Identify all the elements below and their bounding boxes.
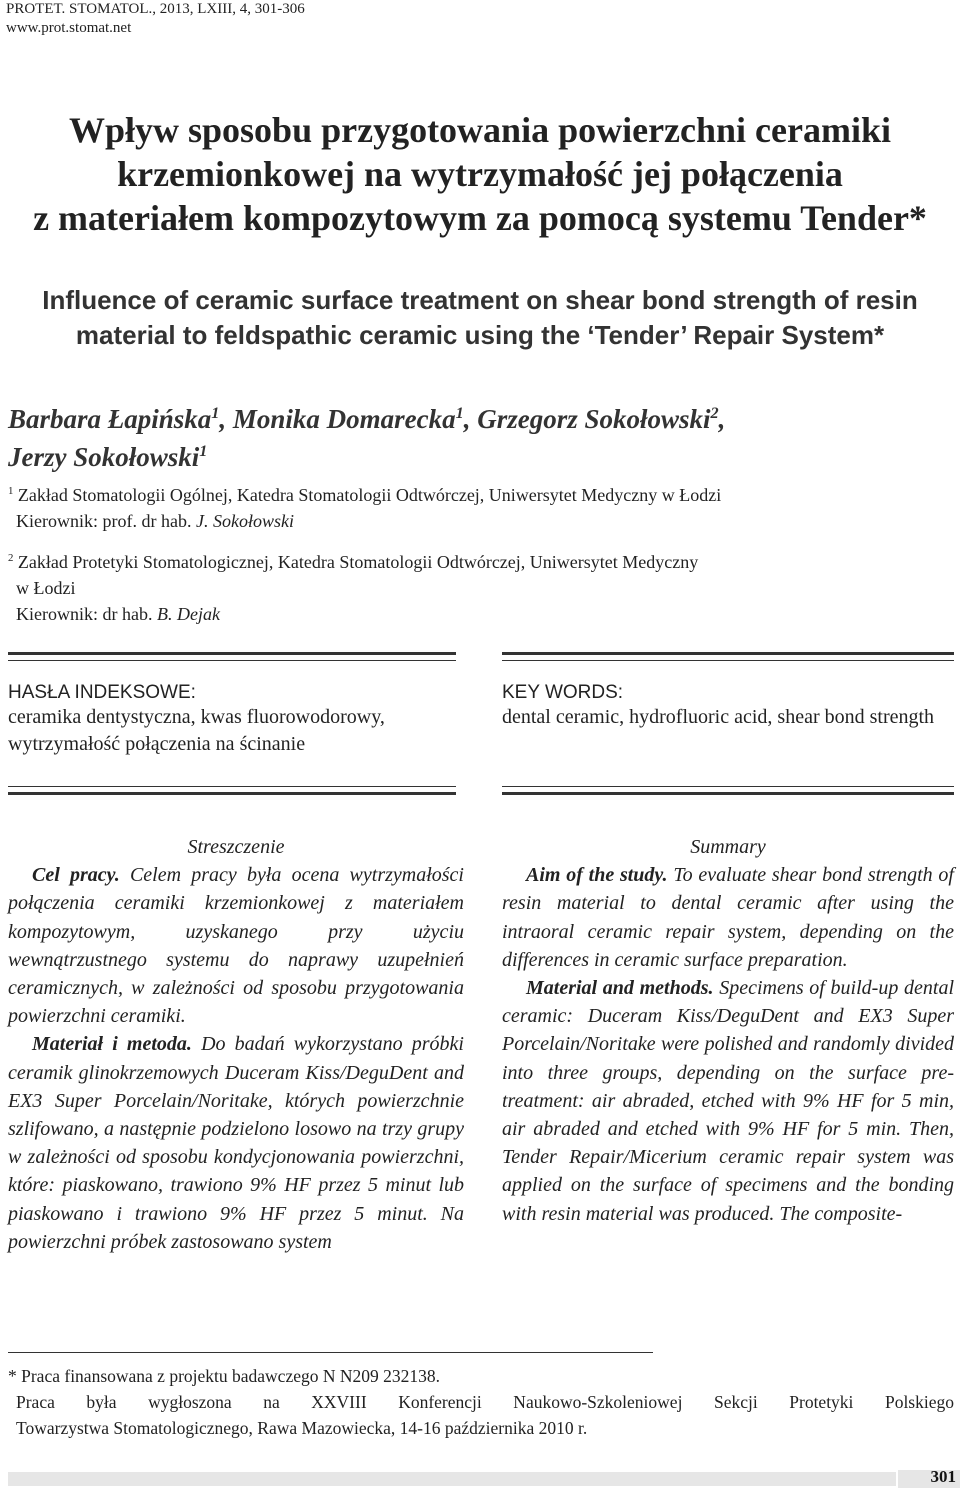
abstract-polish xyxy=(8,833,464,1256)
journal-citation: PROTET. STOMATOL., 2013, LXIII, 4, 301-306 xyxy=(6,1,305,17)
title-english xyxy=(0,283,960,353)
affiliation-2 xyxy=(8,549,948,627)
divider xyxy=(8,660,456,661)
affiliation-head-label: Kierownik: dr hab. xyxy=(16,604,153,624)
author-name: Grzegorz Sokołowski xyxy=(477,404,711,434)
divider xyxy=(502,786,954,787)
affiliation-number: 1 xyxy=(8,485,14,497)
keywords-heading: KEY WORDS: xyxy=(502,682,624,703)
journal-header xyxy=(6,0,305,38)
title-polish-line: z materiałem kompozytowym za pomocą systemu Tender* xyxy=(33,198,927,238)
affiliation-text: Zakład Protetyki Stomatologicznej, Katedra Stomatologii Odtwórczej, Uniwersytet Medyczny xyxy=(17,552,699,572)
footnote-funding: * Praca finansowana z projektu badawczego N N209 232138. xyxy=(8,1366,441,1386)
keywords-text: dental ceramic, hydrofluoric acid, shear bond strength xyxy=(502,706,935,728)
divider xyxy=(502,792,954,795)
title-english-line: Influence of ceramic surface treatment on shear bond strength of resin xyxy=(42,285,918,315)
title-polish xyxy=(0,108,960,240)
author-affiliation-mark: 1 xyxy=(199,442,208,460)
authors: Barbara Łapińska$^1$, Monika Domarecka$^1$, Grzegorz Sokołowski$^2$, Jerzy Sokołowski$^1$ xyxy=(8,404,726,472)
abstract-methods-label: Material and methods. xyxy=(526,977,714,1000)
divider xyxy=(8,786,456,787)
affiliation-number: 2 xyxy=(8,552,14,564)
journal-url[interactable]: www.prot.stomat.net xyxy=(6,20,132,36)
author-affiliation-mark: 2 xyxy=(710,404,719,422)
keywords-english xyxy=(502,682,954,731)
affiliation-1 xyxy=(8,482,948,534)
divider xyxy=(502,660,954,661)
abstract-methods-text: Specimens of build-up dental ceramic: Duceram Kiss/DeguDent and EX3 Super Porcelain/Noritake were polished and randomly divided into three groups, depending on the surface pre-treatment: air abraded, etched with 9% HF for 5 min, air abraded and etched with 9% HF for 5 min. Then, Tender Repair/Micerium ceramic repair system was applied on the surface of specimens and the bonding with resin material was produced. The composite- xyxy=(502,977,954,1225)
affiliation-text: Zakład Stomatologii Ogólnej, Katedra Stomatologii Odtwórczej, Uniwersytet Medyczny w Łodzi xyxy=(17,485,722,505)
title-english-line: material to feldspathic ceramic using the ‘Tender’ Repair System* xyxy=(75,320,885,350)
abstract-aim-label: Aim of the study. xyxy=(526,864,668,887)
author-name: Monika Domarecka xyxy=(232,404,456,434)
affiliation-text: w Łodzi xyxy=(16,578,76,598)
abstract-english xyxy=(502,833,954,1228)
abstract-aim-text: Celem pracy była ocena wytrzymałości połączenia ceramiki krzemionkowej z materiałem kompozytowym, uzyskanego przy użyciu wewnątrzustnego systemu do naprawy uzupełnień ceramicznych, w zależności od sposobu przygotowania powierzchni ceramiki. xyxy=(8,864,464,1028)
affiliation-head-label: Kierownik: prof. dr hab. xyxy=(16,511,192,531)
page-bar xyxy=(8,1472,896,1486)
footnote-divider xyxy=(8,1352,653,1353)
footnote-presented: Praca była wygłoszona na XXVIII Konferencji Naukowo-Szkoleniowej Sekcji Protetyki Polskiego xyxy=(16,1392,954,1412)
keywords-polish xyxy=(8,682,458,758)
title-polish-line: Wpływ sposobu przygotowania powierzchni ceramiki xyxy=(68,110,892,150)
abstract-methods-label: Materiał i metoda. xyxy=(32,1033,192,1056)
abstract-methods-text: Do badań wykorzystano próbki ceramik glinokrzemowych Duceram Kiss/DeguDent and EX3 Super Porcelain/Noritake, których powierzchnie szlifowano, a następnie podzielono losowo na trzy grupy w zależności od sposobu kondycjonowania powierzchni, które: piaskowano, trawiono 9% HF przez 5 minut lub piaskowano i trawiono 9% HF przez 5 minut. Na powierzchni próbek zastosowano system xyxy=(8,1033,464,1253)
keywords-heading: HASŁA INDEKSOWE: xyxy=(8,682,196,703)
keywords-text: ceramika dentystyczna, kwas fluorowodorowy, wytrzymałość połączenia na ścinanie xyxy=(8,706,385,755)
page-number: 301 xyxy=(930,1467,956,1486)
author-affiliation-mark: 1 xyxy=(455,404,464,422)
divider xyxy=(8,652,456,655)
author-affiliation-mark: 1 xyxy=(211,404,220,422)
divider xyxy=(8,792,456,795)
footnote-presented: Towarzystwa Stomatologicznego, Rawa Mazowiecka, 14-16 października 2010 r. xyxy=(16,1418,588,1438)
author-name: Barbara Łapińska xyxy=(8,404,212,434)
affiliation-head-name: J. Sokołowski xyxy=(195,511,294,531)
abstract-aim-text: To evaluate shear bond strength of resin material to dental ceramic after using the intraoral ceramic repair system, depending on the differences in ceramic surface preparation. xyxy=(502,864,954,971)
abstract-heading: Summary xyxy=(690,836,766,858)
footnotes xyxy=(8,1363,954,1441)
author-name: Jerzy Sokołowski xyxy=(8,442,200,472)
title-polish-line: krzemionkowej na wytrzymałość jej połączenia xyxy=(117,154,843,194)
affiliation-head-name: B. Dejak xyxy=(156,604,220,624)
abstract-aim-label: Cel pracy. xyxy=(32,864,120,887)
abstract-heading: Streszczenie xyxy=(187,836,285,858)
divider xyxy=(502,652,954,655)
